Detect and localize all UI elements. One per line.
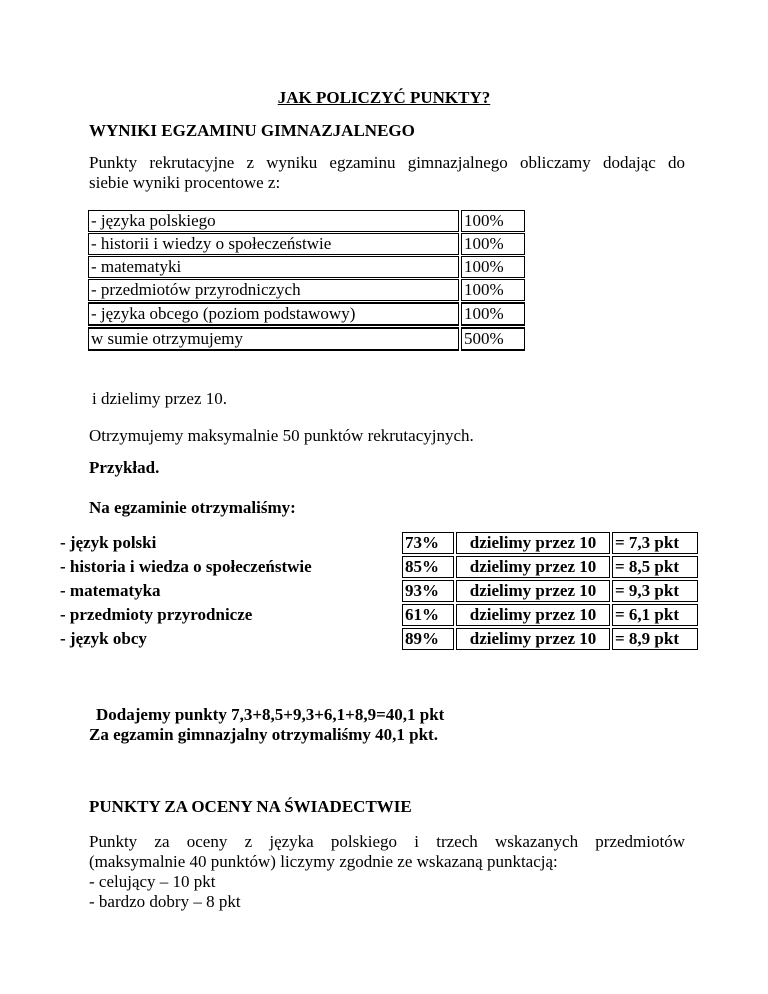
max-percent-table (86, 209, 527, 352)
result: = 8,5 pkt (612, 556, 698, 578)
table-row (88, 256, 525, 278)
row-label: - języka obcego (poziom podstawowy) (88, 302, 459, 326)
table-row (58, 604, 698, 626)
example-received-label: Na egzaminie otrzymaliśmy: (89, 498, 296, 517)
row-label: - przedmiotów przyrodniczych (88, 279, 459, 301)
row-label: - matematyki (88, 256, 459, 278)
row-label: w sumie otrzymujemy (88, 327, 459, 351)
row-value: 100% (461, 302, 525, 326)
intro-line-2: siebie wyniki procentowe z: (89, 173, 281, 192)
operation: dzielimy przez 10 (456, 532, 610, 554)
subject: - język obcy (60, 629, 147, 648)
example-heading: Przykład. (89, 458, 160, 477)
subject: - przedmioty przyrodnicze (60, 605, 253, 624)
table-row (58, 580, 698, 602)
operation: dzielimy przez 10 (456, 604, 610, 626)
grades-paragraph (89, 832, 685, 912)
max-points-text: Otrzymujemy maksymalnie 50 punktów rekrutacyjnych. (89, 426, 474, 445)
page-title: JAK POLICZYĆ PUNKTY? (277, 88, 491, 107)
intro-line-1: Punkty rekrutacyjne z wyniku egzaminu gimnazjalnego obliczamy dodając do (89, 153, 685, 172)
subject: - matematyka (60, 581, 161, 600)
row-value: 500% (461, 327, 525, 351)
section-heading-grades: PUNKTY ZA OCENY NA ŚWIADECTWIE (89, 797, 412, 816)
table-row (88, 210, 525, 232)
grade-item-celujacy: - celujący – 10 pkt (89, 872, 216, 891)
table-row (88, 302, 525, 326)
divide-text: i dzielimy przez 10. (92, 389, 228, 408)
operation: dzielimy przez 10 (456, 580, 610, 602)
sum-line: Dodajemy punkty 7,3+8,5+9,3+6,1+8,9=40,1 pkt (96, 705, 445, 724)
total-line: Za egzamin gimnazjalny otrzymaliśmy 40,1 pkt. (89, 725, 438, 744)
percent: 85% (402, 556, 454, 578)
row-value: 100% (461, 210, 525, 232)
result: = 9,3 pkt (612, 580, 698, 602)
percent: 93% (402, 580, 454, 602)
table-row (58, 628, 698, 650)
row-label: - języka polskiego (88, 210, 459, 232)
grade-item-bardzo-dobry: - bardzo dobry – 8 pkt (89, 892, 241, 911)
table-row (88, 233, 525, 255)
result: = 6,1 pkt (612, 604, 698, 626)
row-label: - historii i wiedzy o społeczeństwie (88, 233, 459, 255)
table-row (58, 532, 698, 554)
percent: 73% (402, 532, 454, 554)
operation: dzielimy przez 10 (456, 628, 610, 650)
result: = 8,9 pkt (612, 628, 698, 650)
row-value: 100% (461, 256, 525, 278)
intro-paragraph (89, 153, 685, 193)
grades-line-2: (maksymalnie 40 punktów) liczymy zgodnie ze wskazaną punktacją: (89, 852, 558, 871)
example-table (56, 530, 700, 652)
table-row (88, 279, 525, 301)
subject: - historia i wiedza o społeczeństwie (60, 557, 312, 576)
result: = 7,3 pkt (612, 532, 698, 554)
operation: dzielimy przez 10 (456, 556, 610, 578)
grades-line-1: Punkty za oceny z języka polskiego i trzech wskazanych przedmiotów (89, 832, 685, 851)
percent: 61% (402, 604, 454, 626)
section-heading-exam-results: WYNIKI EGZAMINU GIMNAZJALNEGO (89, 121, 415, 140)
table-row (58, 556, 698, 578)
row-value: 100% (461, 233, 525, 255)
row-value: 100% (461, 279, 525, 301)
subject: - język polski (60, 533, 157, 552)
table-row-total (88, 327, 525, 351)
percent: 89% (402, 628, 454, 650)
